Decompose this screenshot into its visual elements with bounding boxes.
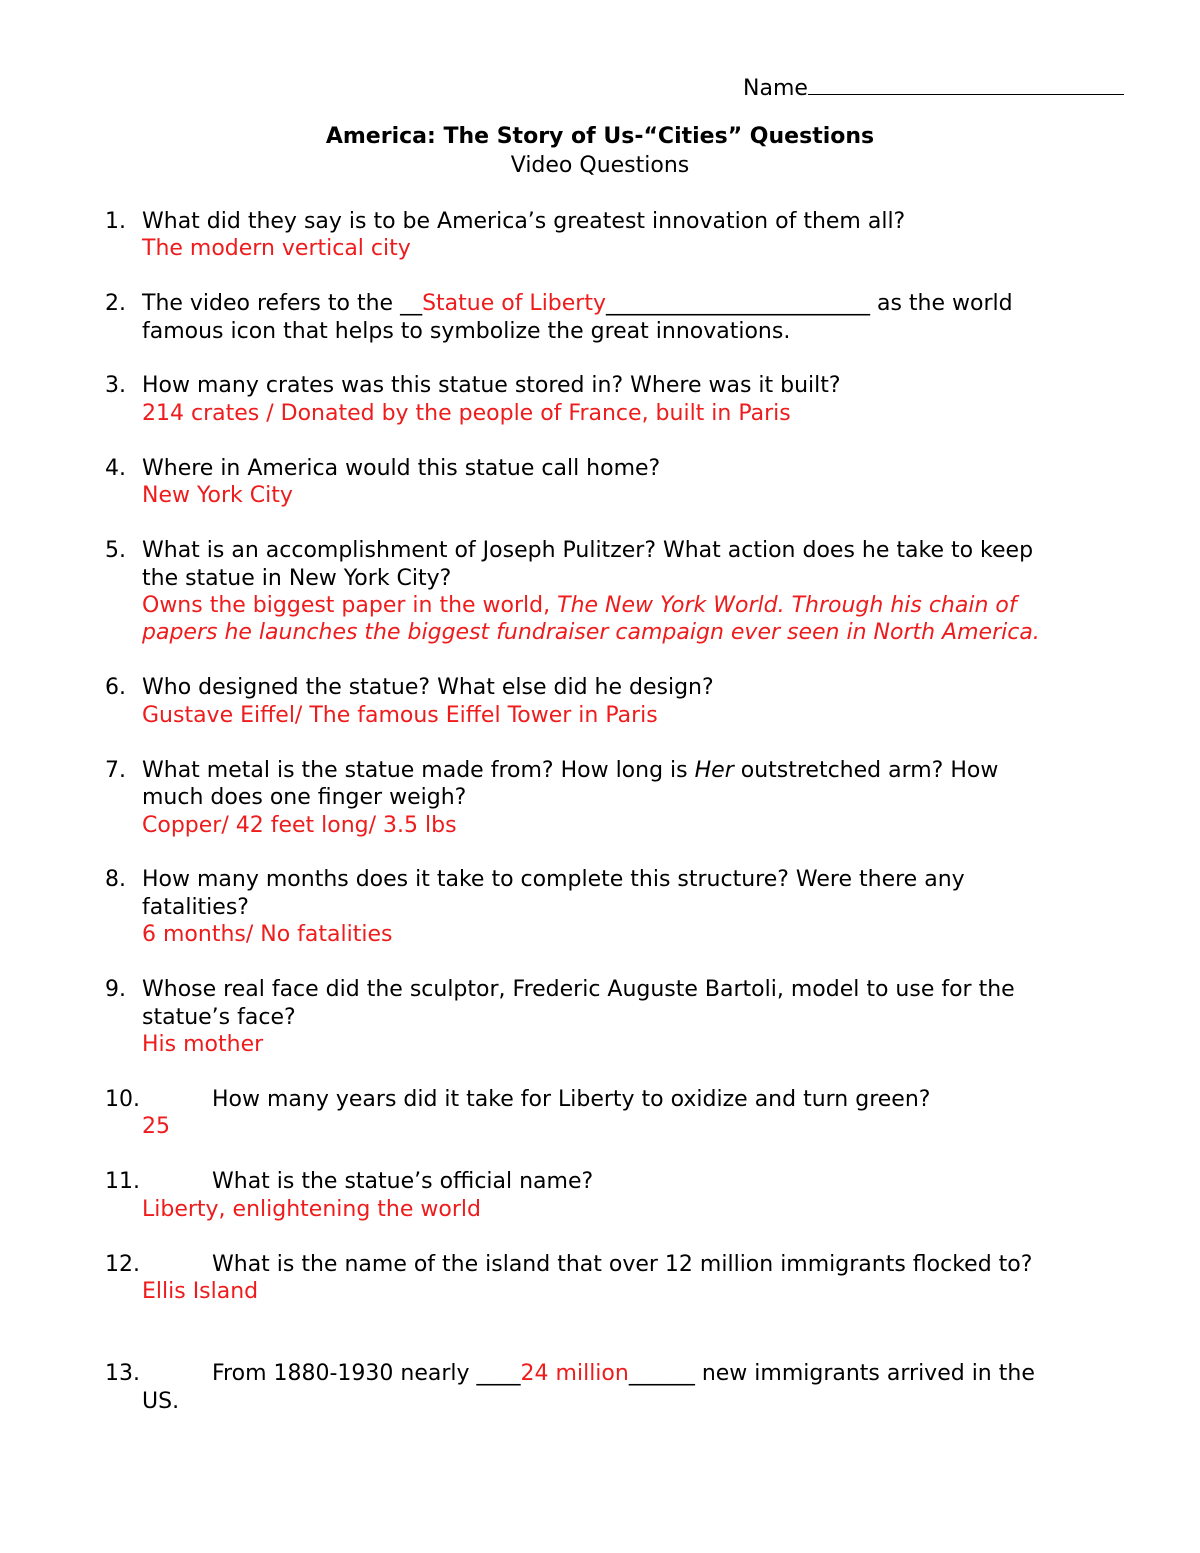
question-text: How many months does it take to complete this structure? Were there any <box>142 867 965 892</box>
answer-text: Copper/ 42 feet long/ 3.5 lbs <box>142 813 457 838</box>
question-number: 8. <box>105 867 126 892</box>
blank-post: ________________________ <box>606 291 870 316</box>
question-text-pre: From 1880-1930 nearly <box>212 1361 477 1386</box>
answer-text-b: The New York World. Through his chain of <box>557 593 1017 618</box>
question-number: 6. <box>105 675 126 700</box>
question-text-pre: The video refers to the <box>142 291 401 316</box>
page-title: America: The Story of Us-“Cities” Questions <box>325 124 875 149</box>
blank-pre: __ <box>400 291 423 316</box>
question-number: 9. <box>105 977 126 1002</box>
question-text: What did they say is to be America’s greatest innovation of them all? <box>142 209 906 234</box>
question-text <box>212 1360 1112 1388</box>
question-text <box>142 757 1117 785</box>
question-number: 13. <box>105 1361 140 1386</box>
answer-text: Liberty, enlightening the world <box>142 1197 481 1222</box>
question-number: 11. <box>105 1169 140 1194</box>
question-text <box>142 290 1117 318</box>
answer-text: Ellis Island <box>142 1279 259 1304</box>
answer-text <box>142 592 1017 620</box>
question-number: 5. <box>105 538 126 563</box>
question-text: Where in America would this statue call home? <box>142 456 661 481</box>
question-text: What is an accomplishment of Joseph Pulitzer? What action does he take to keep <box>142 538 1034 563</box>
answer-text: New York City <box>142 483 293 508</box>
question-text-cont: famous icon that helps to symbolize the great innovations. <box>142 319 791 344</box>
question-number: 3. <box>105 373 126 398</box>
page-subtitle: Video Questions <box>510 153 690 178</box>
question-text-cont: the statue in New York City? <box>142 566 452 591</box>
question-text-cont: much does one finger weigh? <box>142 785 467 810</box>
name-blank-line[interactable] <box>808 72 1124 95</box>
question-text: What is the statue’s official name? <box>212 1169 594 1194</box>
question-text-italic: Her <box>694 758 734 783</box>
question-text: What is the name of the island that over 12 million immigrants flocked to? <box>212 1252 1033 1277</box>
question-text-cont: US. <box>142 1389 180 1414</box>
answer-text: 6 months/ No fatalities <box>142 922 393 947</box>
question-number: 4. <box>105 456 126 481</box>
answer-text: 24 million <box>520 1361 629 1386</box>
question-text-cont: statue’s face? <box>142 1005 296 1030</box>
question-text: How many years did it take for Liberty to oxidize and turn green? <box>212 1087 931 1112</box>
answer-text: 25 <box>142 1114 170 1139</box>
answer-text: His mother <box>142 1032 264 1057</box>
question-number: 10. <box>105 1087 140 1112</box>
question-number: 12. <box>105 1252 140 1277</box>
name-label: Name <box>743 76 808 101</box>
question-text-b: outstretched arm? How <box>733 758 999 783</box>
question-number: 7. <box>105 758 126 783</box>
name-field <box>743 72 1124 101</box>
question-text: Who designed the statue? What else did he design? <box>142 675 714 700</box>
question-text-post: new immigrants arrived in the <box>694 1361 1035 1386</box>
answer-text: Statue of Liberty <box>422 291 606 316</box>
question-number: 1. <box>105 209 126 234</box>
answer-text: Gustave Eiffel/ The famous Eiffel Tower in Paris <box>142 703 658 728</box>
question-text: How many crates was this statue stored in? Where was it built? <box>142 373 841 398</box>
question-text: Whose real face did the sculptor, Frederic Auguste Bartoli, model to use for the <box>142 977 1015 1002</box>
blank-pre: ____ <box>476 1361 521 1386</box>
answer-text-a: Owns the biggest paper in the world, <box>142 593 558 618</box>
question-text-cont: fatalities? <box>142 895 249 920</box>
answer-text: 214 crates / Donated by the people of France, built in Paris <box>142 401 791 426</box>
question-text-a: What metal is the statue made from? How long is <box>142 758 695 783</box>
question-text-post: as the world <box>870 291 1013 316</box>
answer-text: The modern vertical city <box>142 236 411 261</box>
question-number: 2. <box>105 291 126 316</box>
blank-post: ______ <box>628 1361 695 1386</box>
answer-text-c: papers he launches the biggest fundraiser campaign ever seen in North America. <box>142 620 1040 645</box>
